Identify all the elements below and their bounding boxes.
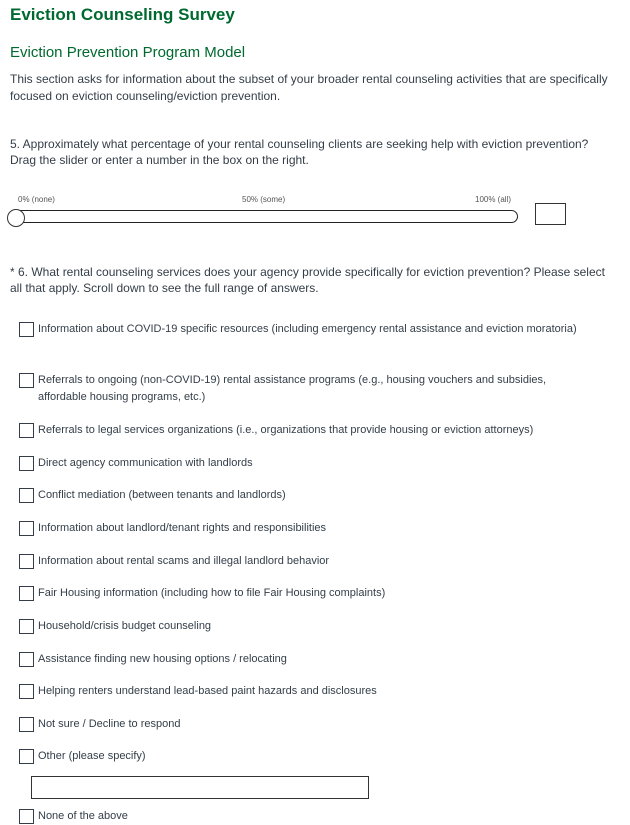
checkbox[interactable] [19,717,34,732]
percentage-input[interactable] [535,203,566,225]
survey-title: Eviction Counseling Survey [10,5,235,24]
checkbox[interactable] [19,586,34,601]
option-budget-counseling[interactable] [19,618,579,635]
option-other[interactable] [19,748,579,765]
checkbox[interactable] [19,488,34,503]
checkbox[interactable] [19,456,34,471]
option-rental-scams[interactable] [19,553,579,570]
section-title: Eviction Prevention Program Model [10,44,246,61]
option-legal-services-referrals[interactable] [19,422,579,439]
option-label: Not sure / Decline to respond [38,718,181,730]
option-label: Assistance finding new housing options / relocating [38,653,287,665]
option-fair-housing[interactable] [19,585,579,602]
checkbox[interactable] [19,423,34,438]
slider-min-label: 0% (none) [18,195,55,204]
option-label: Information about COVID-19 specific resources (including emergency rental assistance and eviction moratoria) [38,323,577,335]
option-label: Other (please specify) [38,750,146,762]
option-label: Information about rental scams and illegal landlord behavior [38,555,330,567]
option-landlord-communication[interactable] [19,455,579,472]
option-label: Helping renters understand lead-based paint hazards and disclosures [38,685,377,697]
checkbox[interactable] [19,619,34,634]
option-none-of-the-above[interactable] [19,808,579,825]
option-label: Information about landlord/tenant rights and responsibilities [38,522,327,534]
section-description: This section asks for information about the subset of your broader rental counseling activities that are specifically focused on eviction counseling/eviction prevention. [10,72,608,103]
checkbox[interactable] [19,809,34,824]
percentage-slider-thumb[interactable] [7,209,25,227]
checkbox[interactable] [19,652,34,667]
question-6-text: * 6. What rental counseling services does your agency provide specifically for eviction prevention? Please select all that apply. Scroll down to see the full range of answers. [10,265,605,295]
option-label: Conflict mediation (between tenants and landlords) [38,489,286,501]
checkbox[interactable] [19,521,34,536]
option-label: Direct agency communication with landlords [38,457,253,469]
checkbox[interactable] [19,373,34,388]
option-lead-paint[interactable] [19,683,579,700]
option-label: None of the above [38,810,128,822]
option-rental-assistance-referrals[interactable] [19,372,579,406]
checkbox[interactable] [19,322,34,337]
checkbox[interactable] [19,749,34,764]
slider-mid-label: 50% (some) [242,195,286,204]
other-specify-input[interactable] [31,776,369,799]
option-label: Fair Housing information (including how to file Fair Housing complaints) [38,587,386,599]
option-label: Referrals to ongoing (non-COVID-19) rental assistance programs (e.g., housing vouchers and subsidies, affordable housing programs, etc.) [38,374,547,403]
option-label: Referrals to legal services organizations (i.e., organizations that provide housing or eviction attorneys) [38,424,534,436]
percentage-slider-track[interactable] [12,210,518,223]
option-covid-resources[interactable] [19,321,579,338]
option-conflict-mediation[interactable] [19,487,579,504]
option-label: Household/crisis budget counseling [38,620,212,632]
question-5-text: 5. Approximately what percentage of your rental counseling clients are seeking help with eviction prevention? Drag the slider or enter a number in the box on the right. [10,137,589,167]
checkbox[interactable] [19,554,34,569]
option-tenant-rights[interactable] [19,520,579,537]
option-new-housing[interactable] [19,651,579,668]
checkbox[interactable] [19,684,34,699]
slider-max-label: 100% (all) [475,195,512,204]
option-not-sure[interactable] [19,716,579,733]
